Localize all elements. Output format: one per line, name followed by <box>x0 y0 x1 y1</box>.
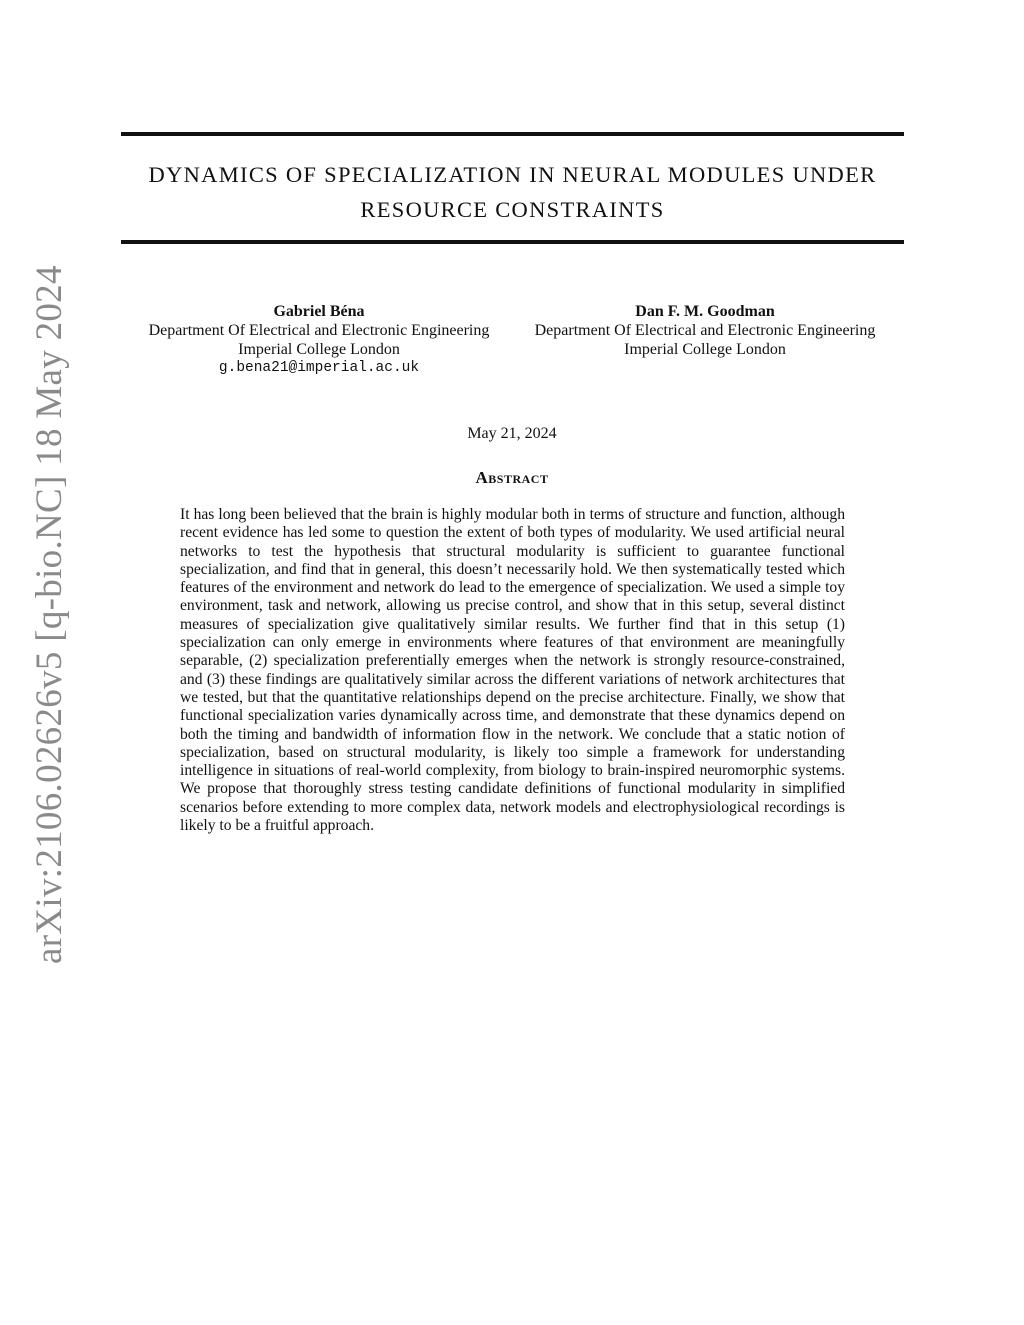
arxiv-identifier-stamp: arXiv:2106.02626v5 [q-bio.NC] 18 May 2024 <box>29 265 70 964</box>
abstract-heading: Abstract <box>475 468 549 487</box>
author-department: Department Of Electrical and Electronic Engineering <box>148 322 490 339</box>
author-name: Gabriel Béna <box>273 303 365 320</box>
author-email[interactable]: g.bena21@imperial.ac.uk <box>218 360 420 376</box>
abstract-body: It has long been believed that the brain is highly modular both in terms of structure and function, although recent evidence has led some to question the extent of both types of modularity. We used artificial neural networks to test the hypothesis that structural modularity is sufficient to guarantee functional specialization, and find that in general, this doesn’t necessarily hold. We then systematically tested which features of the environment and network do lead to the emergence of specialization. We used a simple toy environment, task and network, allowing us precise control, and show that in this setup, several distinct measures of specialization give qualitatively similar results. We further find that in this setup (1) specialization can only emerge in environments where features of that environment are meaningfully separable, (2) specialization preferentially emerges when the network is strongly resource-constrained, and (3) these findings are qualitatively similar across the different variations of network architectures that we tested, but that the quantitative relationships depend on the precise architecture. Finally, we show that functional specialization varies dynamically across time, and demonstrate that these dynamics depend on both the timing and bandwidth of information flow in the network. We conclude that a static notion of specialization, based on structural modularity, is likely too simple a framework for understanding intelligence in situations of real-world complexity, from biology to brain-inspired neuromorphic systems. We propose that thoroughly stress testing candidate definitions of functional modularity in simplified scenarios before extending to more complex data, network models and electrophysiological recordings is likely to be a fruitful approach. <box>180 506 845 835</box>
author-institution: Imperial College London <box>624 341 786 358</box>
title-bottom-rule <box>121 240 904 244</box>
paper-title: DYNAMICS OF SPECIALIZATION IN NEURAL MODULES UNDER RESOURCE CONSTRAINTS <box>148 162 877 222</box>
paper-date: May 21, 2024 <box>467 425 557 442</box>
author-institution: Imperial College London <box>238 341 400 358</box>
author-name: Dan F. M. Goodman <box>635 303 775 320</box>
author-department: Department Of Electrical and Electronic Engineering <box>534 322 876 339</box>
author-block-1 <box>131 302 507 378</box>
title-top-rule <box>121 132 904 136</box>
author-block-2 <box>517 302 893 359</box>
